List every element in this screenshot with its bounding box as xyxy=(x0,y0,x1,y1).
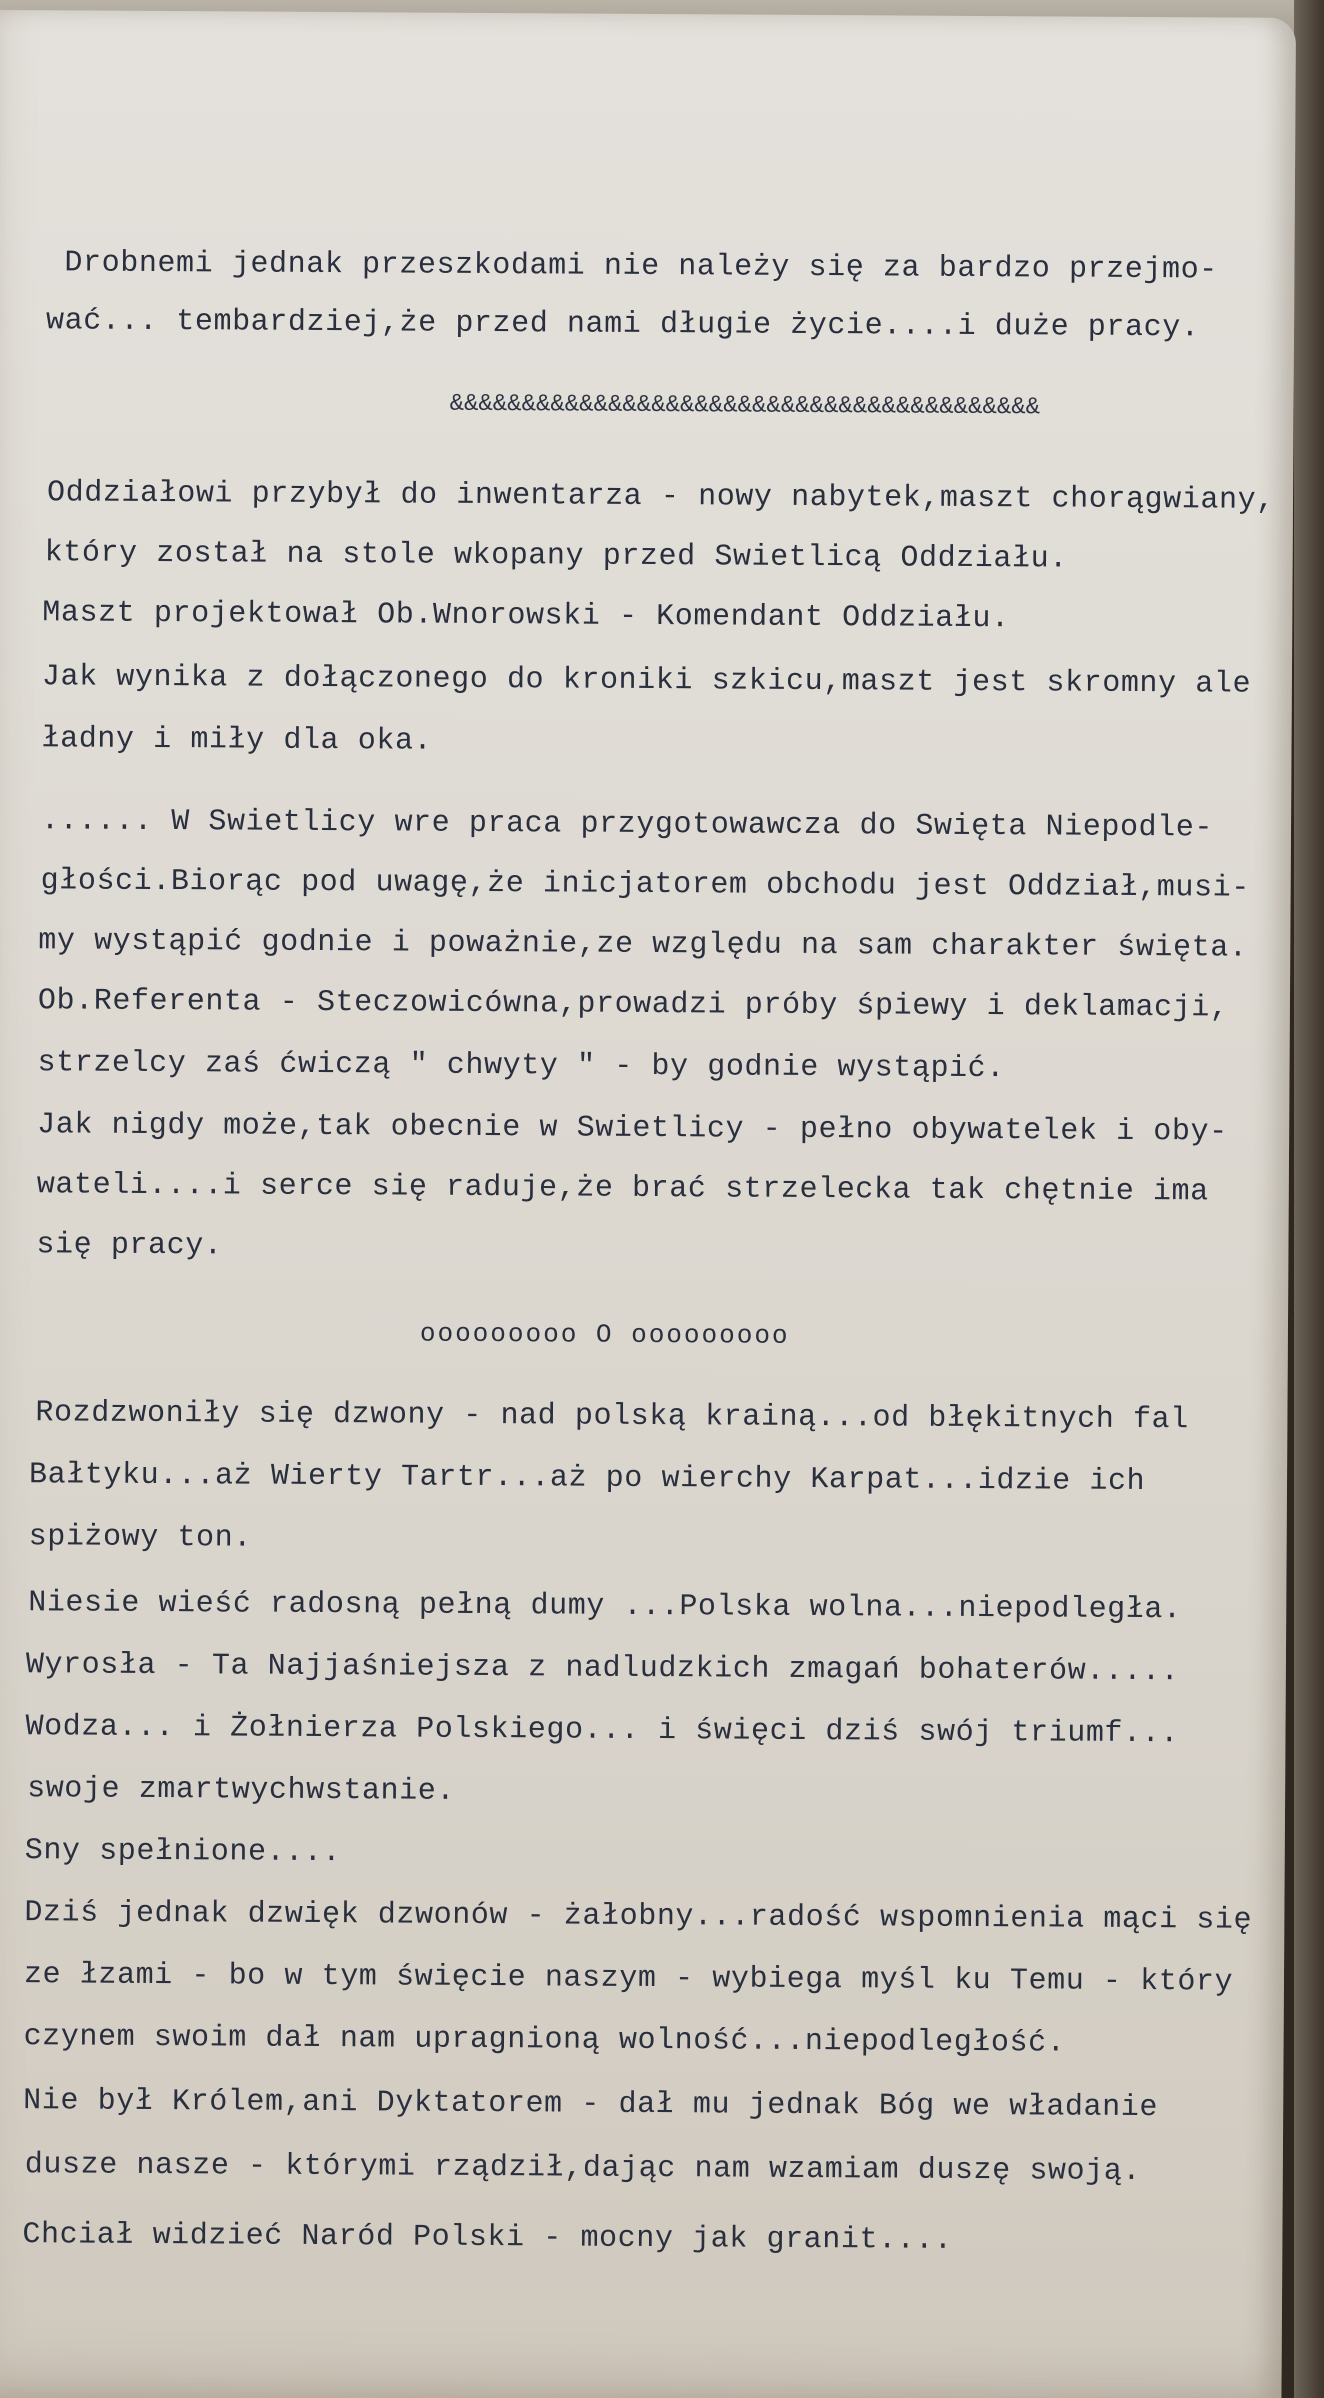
binding-edge xyxy=(1294,0,1324,2398)
text-line: ładny i miły dla oka. xyxy=(41,722,433,759)
text-line: Nie był Królem,ani Dyktatorem - dał mu jednak Bóg we władanie xyxy=(23,2084,1159,2126)
text-line: dusze nasze - którymi rządził,dając nam wzamiam duszę swoją. xyxy=(24,2148,1142,2190)
text-line: wać... tembardziej,że przed nami długie życie....i duże pracy. xyxy=(45,304,1200,346)
typewritten-page xyxy=(0,10,1296,2398)
text-line: wateli....i serce się raduje,że brać strzelecka tak chętnie ima xyxy=(36,1168,1209,1210)
text-line: strzelcy zaś ćwiczą " chwyty " - by godnie wystąpić. xyxy=(37,1046,1006,1087)
text-line: czynem swoim dał nam upragnioną wolność...niepodległość. xyxy=(23,2020,1066,2061)
text-line: Chciał widzieć Naród Polski - mocny jak granit.... xyxy=(22,2218,953,2258)
ornament-divider: &&&&&&&&&&&&&&&&&&&&&&&&&&&&&&&&&&&&&&&&& xyxy=(449,390,1041,422)
text-line: Oddziałowi przybył do inwentarza - nowy nabytek,maszt chorągwiany, xyxy=(46,476,1275,518)
text-line: Dziś jednak dzwięk dzwonów - żałobny...radość wspomnienia mąci się xyxy=(24,1896,1253,1938)
text-line: Niesie wieść radosną pełną dumy ...Polska wolna...niepodległa. xyxy=(28,1586,1182,1628)
text-line: Drobnemi jednak przeszkodami nie należy się za bardzo przejmo- xyxy=(64,246,1218,288)
text-line: ze łzami - bo w tym święcie naszym - wybiega myśl ku Temu - który xyxy=(23,1958,1234,2000)
text-line: swoje zmartwychwstanie. xyxy=(27,1772,456,1809)
text-line: Jak nigdy może,tak obecnie w Swietlicy - pełno obywatelek i oby- xyxy=(37,1108,1228,1150)
text-line: Wyrosła - Ta Najjaśniejsza z nadludzkich zmagań bohaterów..... xyxy=(25,1648,1180,1690)
text-line: spiżowy ton. xyxy=(28,1520,253,1556)
text-line: ...... W Swietlicy wre praca przygotowawcza do Swięta Niepodle- xyxy=(40,804,1214,846)
text-line: Sny spełnione.... xyxy=(24,1834,342,1871)
text-line: Jak wynika z dołączonego do kroniki szkicu,maszt jest skromny ale xyxy=(41,660,1252,702)
text-line: się pracy. xyxy=(36,1228,223,1264)
circle-divider: ooooooooo O ooooooooo xyxy=(419,1318,790,1351)
text-line: Maszt projektował Ob.Wnorowski - Komendant Oddziału. xyxy=(42,596,1010,637)
text-line: który został na stole wkopany przed Swietlicą Oddziału. xyxy=(44,536,1068,577)
text-line: Rozdzwoniły się dzwony - nad polską krainą...od błękitnych fal xyxy=(35,1396,1189,1438)
text-line: Ob.Referenta - Steczowicówna,prowadzi próby śpiewy i deklamacji, xyxy=(37,984,1229,1026)
text-line: Bałtyku...aż Wierty Tartr...aż po wierchy Karpat...idzie ich xyxy=(28,1458,1146,1500)
text-line: my wystąpić godnie i poważnie,ze względu na sam charakter święta. xyxy=(38,924,1248,966)
text-line: Wodza... i Żołnierza Polskiego... i święci dziś swój triumf... xyxy=(25,1710,1179,1752)
text-line: głości.Biorąc pod uwagę,że inicjatorem obchodu jest Oddział,musi- xyxy=(40,864,1250,906)
